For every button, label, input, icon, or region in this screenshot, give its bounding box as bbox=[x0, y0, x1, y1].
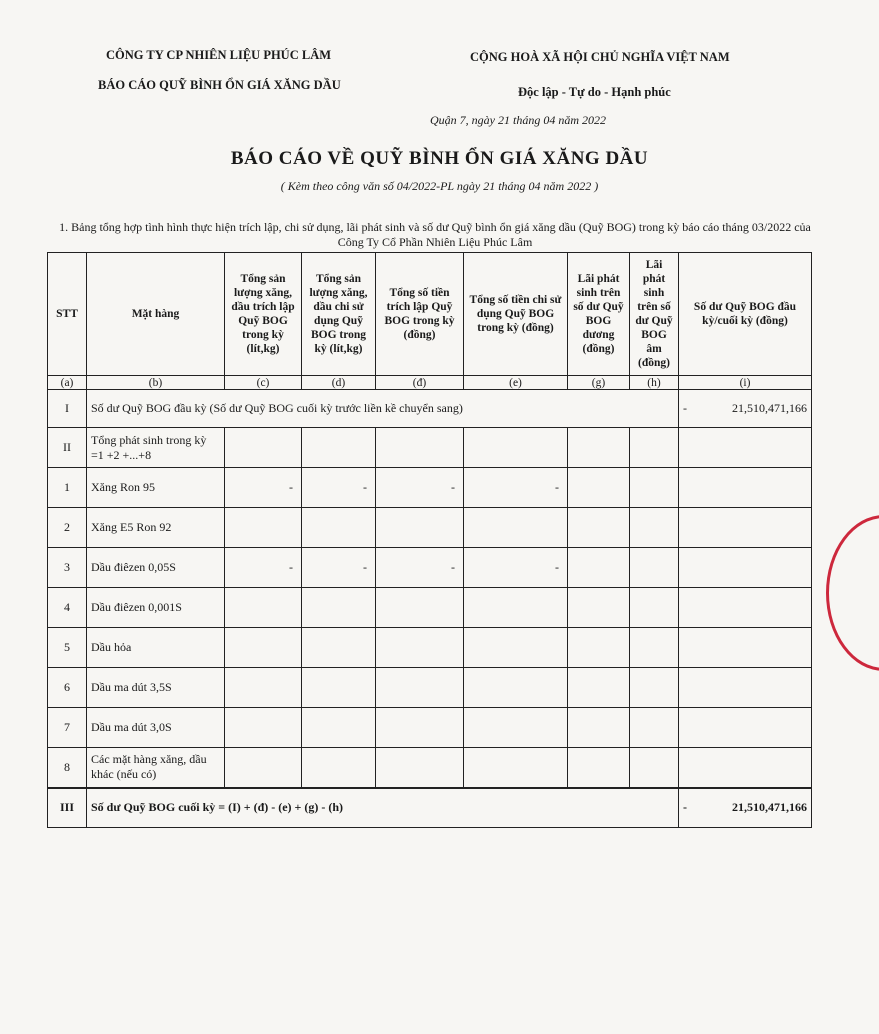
col-header-stt: STT bbox=[48, 253, 87, 376]
cell-e bbox=[464, 428, 568, 468]
cell-d bbox=[302, 508, 376, 548]
col-header-d: Tổng sản lượng xăng, dầu chi sử dụng Quỹ BOG trong kỳ (lít,kg) bbox=[302, 253, 376, 376]
cell-d bbox=[302, 428, 376, 468]
cell-d bbox=[302, 588, 376, 628]
cell-dd bbox=[376, 628, 464, 668]
opening-balance-label: Số dư Quỹ BOG đầu kỳ (Số dư Quỹ BOG cuối kỳ trước liền kề chuyển sang) bbox=[87, 390, 679, 428]
cell-i bbox=[679, 748, 812, 788]
row-stt: 6 bbox=[48, 668, 87, 708]
cell-c bbox=[225, 708, 302, 748]
cell-g bbox=[568, 508, 630, 548]
cell-h bbox=[630, 708, 679, 748]
row-stt: II bbox=[48, 428, 87, 468]
col-header-g: Lãi phát sinh trên số dư Quỹ BOG dương (đồng) bbox=[568, 253, 630, 376]
cell-c bbox=[225, 508, 302, 548]
opening-balance-value: 21,510,471,166 bbox=[732, 401, 807, 415]
cell-dd bbox=[376, 708, 464, 748]
cell-e bbox=[464, 588, 568, 628]
closing-balance-cell bbox=[679, 788, 812, 828]
row-item: Dầu ma dút 3,0S bbox=[87, 708, 225, 748]
row-stt: 8 bbox=[48, 748, 87, 788]
cell-e bbox=[464, 508, 568, 548]
row-item: Xăng Ron 95 bbox=[87, 468, 225, 508]
table-row bbox=[48, 588, 812, 628]
cell-i bbox=[679, 628, 812, 668]
cell-g bbox=[568, 588, 630, 628]
cell-dd: - bbox=[376, 468, 464, 508]
cell-g bbox=[568, 748, 630, 788]
table-row bbox=[48, 708, 812, 748]
row-stt: 2 bbox=[48, 508, 87, 548]
cell-d: - bbox=[302, 468, 376, 508]
col-header-i: Số dư Quỹ BOG đầu kỳ/cuối kỳ (đồng) bbox=[679, 253, 812, 376]
opening-balance-row bbox=[48, 390, 812, 428]
opening-balance-dash: - bbox=[683, 401, 687, 415]
opening-balance-cell bbox=[679, 390, 812, 428]
closing-balance-row bbox=[48, 788, 812, 828]
cell-g bbox=[568, 548, 630, 588]
cell-e bbox=[464, 748, 568, 788]
column-label: (đ) bbox=[376, 376, 464, 390]
row-item: Dầu điêzen 0,05S bbox=[87, 548, 225, 588]
subtitle: ( Kèm theo công văn số 04/2022-PL ngày 21 tháng 04 năm 2022 ) bbox=[280, 179, 599, 193]
date-line: Quận 7, ngày 21 tháng 04 năm 2022 bbox=[430, 113, 606, 127]
row-stt: I bbox=[48, 390, 87, 428]
row-stt: 4 bbox=[48, 588, 87, 628]
table-row bbox=[48, 508, 812, 548]
cell-dd bbox=[376, 588, 464, 628]
header-row bbox=[48, 253, 812, 376]
cell-g bbox=[568, 428, 630, 468]
cell-d bbox=[302, 668, 376, 708]
column-label: (b) bbox=[87, 376, 225, 390]
cell-h bbox=[630, 588, 679, 628]
cell-c bbox=[225, 588, 302, 628]
cell-c bbox=[225, 628, 302, 668]
cell-g bbox=[568, 468, 630, 508]
cell-e bbox=[464, 668, 568, 708]
row-stt: 7 bbox=[48, 708, 87, 748]
column-label: (i) bbox=[679, 376, 812, 390]
nation-name: CỘNG HOÀ XÃ HỘI CHỦ NGHĨA VIỆT NAM bbox=[470, 50, 730, 64]
cell-dd bbox=[376, 668, 464, 708]
table-row bbox=[48, 668, 812, 708]
col-header-h: Lãi phát sinh trên số dư Quỹ BOG âm (đồng) bbox=[630, 253, 679, 376]
cell-dd bbox=[376, 508, 464, 548]
cell-h bbox=[630, 428, 679, 468]
column-label: (c) bbox=[225, 376, 302, 390]
cell-dd: - bbox=[376, 548, 464, 588]
cell-h bbox=[630, 668, 679, 708]
cell-e: - bbox=[464, 548, 568, 588]
cell-d bbox=[302, 708, 376, 748]
cell-i bbox=[679, 548, 812, 588]
row-item: Xăng E5 Ron 92 bbox=[87, 508, 225, 548]
column-label: (a) bbox=[48, 376, 87, 390]
table-row bbox=[48, 628, 812, 668]
cell-i bbox=[679, 668, 812, 708]
intro-paragraph: 1. Bảng tổng hợp tình hình thực hiện trích lập, chi sử dụng, lãi phát sinh và số dư Quỹ bình ổn giá xăng dầu (Quỹ BOG) trong kỳ báo cáo tháng 03/2022 của Công Ty Cổ Phần Nhiên Liệu Phúc Lâm bbox=[59, 220, 811, 249]
col-header-item: Mặt hàng bbox=[87, 253, 225, 376]
row-stt: III bbox=[48, 788, 87, 828]
cell-c bbox=[225, 748, 302, 788]
report-name: BÁO CÁO QUỸ BÌNH ỔN GIÁ XĂNG DẦU bbox=[98, 78, 341, 92]
row-stt: 3 bbox=[48, 548, 87, 588]
bog-report-table bbox=[47, 252, 812, 828]
col-header-c: Tổng sản lượng xăng, dầu trích lập Quỹ BOG trong kỳ (lít,kg) bbox=[225, 253, 302, 376]
cell-i bbox=[679, 468, 812, 508]
page-title: BÁO CÁO VỀ QUỸ BÌNH ỔN GIÁ XĂNG DẦU bbox=[230, 148, 649, 169]
row-item: Dầu hỏa bbox=[87, 628, 225, 668]
row-item: Các mặt hàng xăng, dầu khác (nếu có) bbox=[87, 748, 225, 788]
column-label: (e) bbox=[464, 376, 568, 390]
cell-h bbox=[630, 748, 679, 788]
cell-i bbox=[679, 588, 812, 628]
closing-balance-value: 21,510,471,166 bbox=[732, 800, 807, 815]
cell-g bbox=[568, 628, 630, 668]
table-row bbox=[48, 468, 812, 508]
table-row bbox=[48, 428, 812, 468]
column-label: (d) bbox=[302, 376, 376, 390]
column-label: (g) bbox=[568, 376, 630, 390]
cell-h bbox=[630, 468, 679, 508]
col-header-e: Tổng số tiền chi sử dụng Quỹ BOG trong kỳ (đồng) bbox=[464, 253, 568, 376]
cell-c: - bbox=[225, 468, 302, 508]
row-item: Tổng phát sinh trong kỳ =1 +2 +...+8 bbox=[87, 428, 225, 468]
col-header-dd: Tổng số tiền trích lập Quỹ BOG trong kỳ (đồng) bbox=[376, 253, 464, 376]
national-motto: Độc lập - Tự do - Hạnh phúc bbox=[518, 85, 671, 99]
cell-e bbox=[464, 708, 568, 748]
row-stt: 5 bbox=[48, 628, 87, 668]
row-item: Dầu ma dút 3,5S bbox=[87, 668, 225, 708]
cell-i bbox=[679, 428, 812, 468]
table-row bbox=[48, 748, 812, 788]
row-item: Dầu điêzen 0,001S bbox=[87, 588, 225, 628]
company-seal bbox=[826, 515, 879, 671]
cell-h bbox=[630, 548, 679, 588]
cell-d: - bbox=[302, 548, 376, 588]
cell-i bbox=[679, 508, 812, 548]
company-name: CÔNG TY CP NHIÊN LIỆU PHÚC LÂM bbox=[106, 48, 332, 62]
closing-balance-label: Số dư Quỹ BOG cuối kỳ = (I) + (đ) - (e) + (g) - (h) bbox=[87, 788, 679, 828]
cell-i bbox=[679, 708, 812, 748]
closing-balance-dash: - bbox=[683, 800, 687, 815]
row-stt: 1 bbox=[48, 468, 87, 508]
cell-e: - bbox=[464, 468, 568, 508]
cell-dd bbox=[376, 428, 464, 468]
cell-c: - bbox=[225, 548, 302, 588]
cell-d bbox=[302, 748, 376, 788]
cell-c bbox=[225, 428, 302, 468]
column-label: (h) bbox=[630, 376, 679, 390]
column-label-row bbox=[48, 376, 812, 390]
cell-c bbox=[225, 668, 302, 708]
table-row bbox=[48, 548, 812, 588]
cell-g bbox=[568, 668, 630, 708]
cell-h bbox=[630, 628, 679, 668]
cell-d bbox=[302, 628, 376, 668]
cell-dd bbox=[376, 748, 464, 788]
cell-e bbox=[464, 628, 568, 668]
cell-h bbox=[630, 508, 679, 548]
cell-g bbox=[568, 708, 630, 748]
